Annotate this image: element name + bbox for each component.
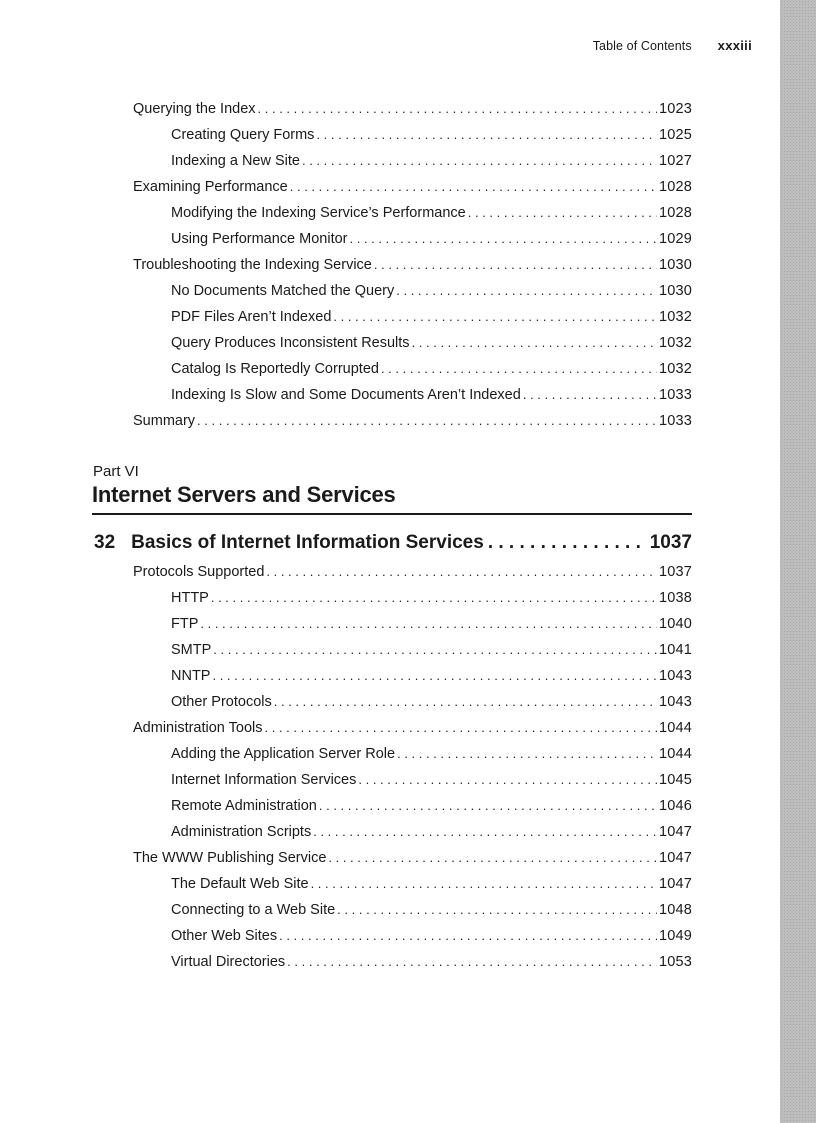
running-head [593,38,752,53]
toc-entry-page: 1048 [658,902,692,918]
toc-entry[interactable] [171,228,692,248]
part-title: Internet Servers and Services [92,482,396,507]
toc-entry-page: 1043 [658,694,692,710]
dot-leader [523,386,657,404]
toc-entry-title: Indexing a New Site [171,153,300,169]
toc-entry[interactable] [133,717,692,737]
dot-leader [302,152,657,170]
toc-entry-title: PDF Files Aren’t Indexed [171,309,332,325]
toc-entry-page: 1028 [658,205,692,221]
toc-entry-title: Creating Query Forms [171,127,315,143]
toc-entry-page: 1047 [658,850,692,866]
toc-entry[interactable] [171,691,692,711]
dot-leader [212,667,656,685]
dot-leader [311,875,657,893]
toc-entry[interactable] [171,639,692,659]
dot-leader [279,927,657,945]
toc-entry-page: 1044 [658,720,692,736]
toc-entry-page: 1041 [658,642,692,658]
toc-entry-page: 1047 [658,824,692,840]
toc-entry-title: The WWW Publishing Service [133,850,327,866]
toc-entry[interactable] [133,98,692,118]
dot-leader [211,589,657,607]
dot-leader [397,745,657,763]
dot-leader [266,563,657,581]
toc-entry-page: 1044 [658,746,692,762]
toc-entry-title: HTTP [171,590,209,606]
toc-entry-title: Protocols Supported [133,564,265,580]
dot-leader [200,615,657,633]
chapter-number: 32 [94,532,116,553]
dot-leader [274,693,657,711]
toc-entry[interactable] [171,665,692,685]
toc-entry[interactable] [133,176,692,196]
toc-entry-title: Administration Tools [133,720,263,736]
toc-entry[interactable] [171,587,692,607]
toc-entry[interactable] [171,202,692,222]
toc-entry-page: 1023 [658,101,692,117]
toc-entry-page: 1040 [658,616,692,632]
toc-entry[interactable] [171,280,692,300]
running-head-title: Table of Contents [592,39,692,53]
toc-entry-page: 1037 [658,564,692,580]
toc-entry-title: Catalog Is Reportedly Corrupted [171,361,379,377]
dot-leader [468,204,657,222]
toc-entry-page: 1027 [658,153,692,169]
dot-leader [337,901,657,919]
part-label: Part VI [93,463,139,480]
toc-entry-page: 1032 [658,361,692,377]
toc-entry-title: Examining Performance [133,179,288,195]
toc-entry-page: 1025 [658,127,692,143]
toc-entry-title: Indexing Is Slow and Some Documents Aren’t Indexed [171,387,521,403]
toc-entry[interactable] [171,384,692,404]
toc-entry-page: 1030 [658,283,692,299]
toc-entry-title: SMTP [171,642,212,658]
toc-entry[interactable] [133,410,692,430]
toc-entry-title: Modifying the Indexing Service’s Performance [171,205,466,221]
toc-entry-page: 1038 [658,590,692,606]
toc-entry[interactable] [171,795,692,815]
dot-leader [488,532,646,554]
dot-leader [290,178,657,196]
dot-leader [316,126,657,144]
chapter-title: Basics of Internet Information Services [131,532,484,553]
dot-leader [197,412,657,430]
toc-entry-page: 1032 [658,309,692,325]
toc-entry[interactable] [171,951,692,971]
toc-entry[interactable] [133,254,692,274]
toc-entry[interactable] [171,873,692,893]
dot-leader [213,641,657,659]
toc-entry-page: 1047 [658,876,692,892]
toc-entry[interactable] [171,925,692,945]
chapter-page: 1037 [649,532,692,553]
toc-entry-title: No Documents Matched the Query [171,283,395,299]
dot-leader [287,953,657,971]
toc-entry-title: Other Web Sites [171,928,278,944]
page-edge-strip [780,0,816,1123]
dot-leader [265,719,657,737]
dot-leader [350,230,657,248]
toc-entry[interactable] [171,613,692,633]
toc-entry-title: FTP [171,616,199,632]
toc-entry[interactable] [171,124,692,144]
toc-entry-title: Administration Scripts [171,824,312,840]
toc-entry-title: NNTP [171,668,211,684]
toc-entry[interactable] [171,150,692,170]
toc-entry-title: Querying the Index [133,101,256,117]
dot-leader [333,308,657,326]
toc-entry[interactable] [133,561,692,581]
toc-entry-title: Troubleshooting the Indexing Service [133,257,372,273]
toc-entry-page: 1049 [658,928,692,944]
toc-entry[interactable] [171,743,692,763]
toc-entry-title: Adding the Application Server Role [171,746,396,762]
toc-entry-page: 1043 [658,668,692,684]
dot-leader [396,282,657,300]
toc-entry-page: 1029 [658,231,692,247]
dot-leader [313,823,657,841]
dot-leader [258,100,657,118]
toc-entry-title: Internet Information Services [171,772,357,788]
dot-leader [358,771,657,789]
toc-entry-title: Using Performance Monitor [171,231,348,247]
toc-entry-title: The Default Web Site [171,876,309,892]
toc-entry-page: 1045 [658,772,692,788]
toc-entry-title: Other Protocols [171,694,272,710]
dot-leader [412,334,657,352]
toc-entry-page: 1028 [658,179,692,195]
toc-entry-title: Summary [133,413,196,429]
toc-entry[interactable] [171,899,692,919]
toc-entry-title: Remote Administration [171,798,317,814]
dot-leader [328,849,657,867]
toc-entry-page: 1030 [658,257,692,273]
toc-entry[interactable] [171,358,692,378]
chapter-entry[interactable] [94,528,692,554]
toc-entry-page: 1033 [658,387,692,403]
toc-entry-title: Virtual Directories [171,954,286,970]
toc-entry[interactable] [171,306,692,326]
toc-entry[interactable] [171,769,692,789]
dot-leader [374,256,657,274]
toc-entry-page: 1053 [658,954,692,970]
toc-entry-page: 1046 [658,798,692,814]
dot-leader [381,360,657,378]
toc-entry[interactable] [133,847,692,867]
toc-entry-page: 1033 [658,413,692,429]
part-divider [92,513,692,515]
page-number: xxxiii [717,38,752,53]
toc-entry[interactable] [171,821,692,841]
dot-leader [319,797,657,815]
toc-entry-title: Connecting to a Web Site [171,902,336,918]
toc-entry-page: 1032 [658,335,692,351]
toc-entry[interactable] [171,332,692,352]
toc-entry-title: Query Produces Inconsistent Results [171,335,410,351]
